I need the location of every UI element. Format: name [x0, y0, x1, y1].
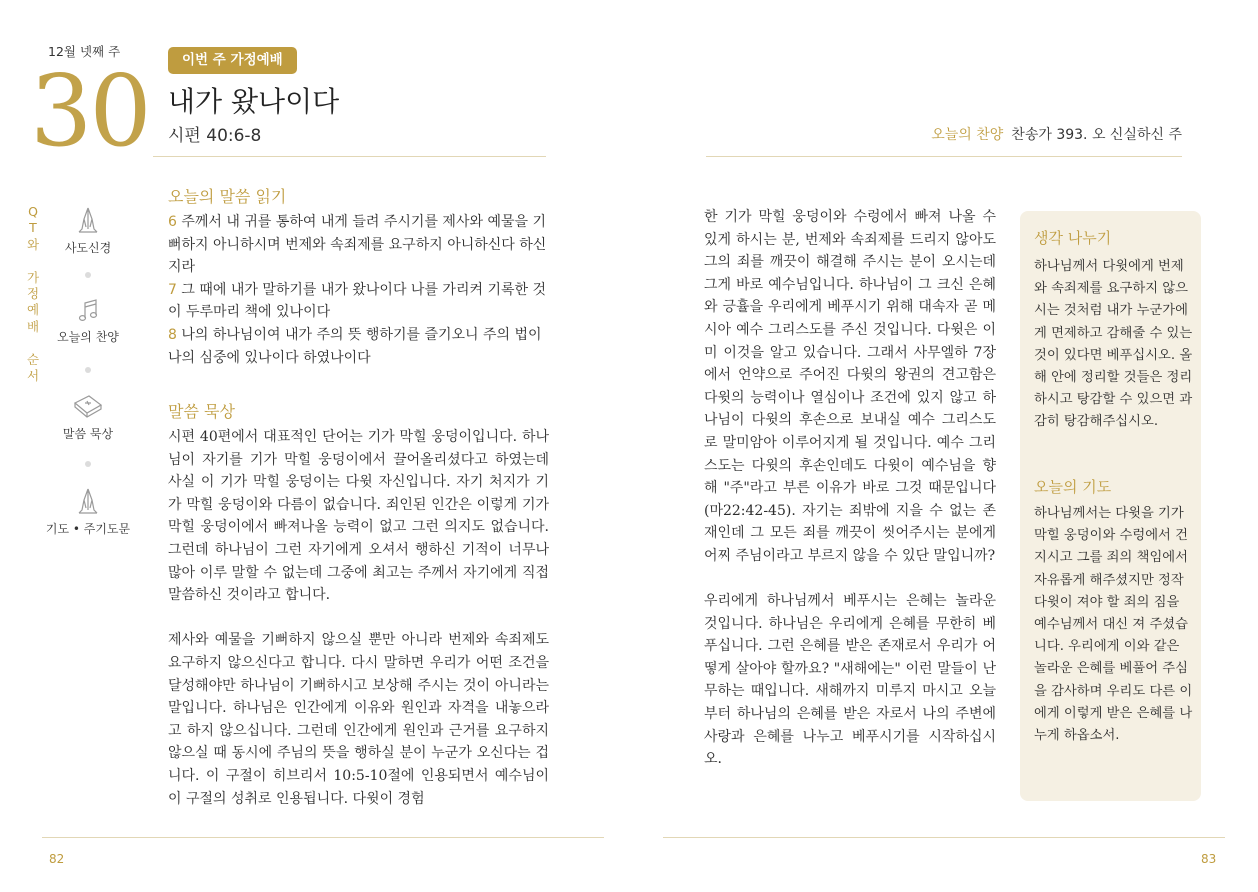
- page-number-left: 82: [49, 852, 65, 866]
- verse-text: 나의 하나님이여 내가 주의 뜻 행하기를 즐기오니 주의 법이 나의 심중에 있나이다 하였나이다: [168, 326, 542, 366]
- verse: [168, 279, 550, 324]
- day-number: 30: [30, 55, 149, 169]
- week-label: 12월 넷째 주: [48, 44, 121, 59]
- meditation-body-continued: [704, 206, 996, 793]
- worship-badge: 이번 주 가정예배: [168, 47, 297, 74]
- verse: [168, 324, 550, 369]
- hymn-value: 찬송가 393. 오 신실하신 주: [1011, 127, 1182, 143]
- verse-text: 그 때에 내가 말하기를 내가 왔나이다 나를 가리켜 기록한 것이 두루마리 책에 있나이다: [168, 281, 546, 321]
- sidebar-item-creed: [40, 205, 136, 256]
- meditation-paragraph: 시편 40편에서 대표적인 단어는 기가 막힐 웅덩이입니다. 하나님이 자기를 기가 막힐 웅덩이에서 끌어올리셨다고 하였는데 사실 이 기가 막힐 웅덩이는 다윗 자신입니다. 자기 처지가 기가 막힐 웅덩이와 다름이 없습니다. 죄인된 인간은 이렇게 기가 막힐 웅덩이에서 빠져나올 능력이 없고 그런 의지도 없습니다. 그런데 하나님이 그런 자기에게 오셔서 행하신 기적이 너무나 많아 이루 말할 수 없는데 그중에 최고는 주께서 자기에게 직접 말씀하신 것이라고 합니다.: [168, 429, 549, 604]
- vertical-char: 순: [26, 351, 40, 367]
- scripture-verses: [168, 211, 550, 369]
- sidebar-item-label: 오늘의 찬양: [57, 330, 119, 344]
- meditation-heading: 말씀 묵상: [168, 402, 235, 421]
- vertical-char: 서: [26, 368, 40, 384]
- share-text: 하나님께서 다윗에게 번제와 속죄제를 요구하지 않으시는 것처럼 내가 누군가에게 면제하고 감해줄 수 있는 것이 있다면 베푸십시오. 올해 안에 정리할 것들은 정리하시고 탕감할 수 있으면 과감히 탕감해주십시오.: [1034, 259, 1193, 430]
- sidebar-dot: [85, 461, 91, 467]
- footer-divider-right: [663, 837, 1225, 838]
- header-divider-right: [706, 156, 1182, 157]
- page-number-right: 83: [1201, 852, 1217, 866]
- verse-text: 주께서 내 귀를 통하여 내게 들려 주시기를 제사와 예물을 기뻐하지 아니하시며 번제와 속죄제를 요구하지 아니하신다 하신지라: [168, 214, 547, 276]
- prayer-text: 하나님께서는 다윗을 기가 막힐 웅덩이와 수렁에서 건지시고 그를 죄의 책임에서 자유롭게 해주셨지만 정작 다윗이 져야 할 죄의 짐을 예수님께서 대신 져 주셨습니다. 우리에게 이와 같은 놀라운 은혜를 베풀어 주심을 감사하며 우리도 다른 이에게 이렇게 받은 은혜를 나누게 하옵소서.: [1034, 506, 1193, 744]
- vertical-char: 배: [26, 318, 40, 334]
- music-note-icon: [75, 298, 101, 324]
- reading-heading: 오늘의 말씀 읽기: [168, 187, 287, 206]
- vertical-gap: [26, 253, 40, 269]
- vertical-char: 예: [26, 302, 40, 318]
- vertical-char: Q: [28, 204, 38, 219]
- vertical-gap: [26, 335, 40, 351]
- scripture-passage: 시편 40:6-8: [168, 126, 262, 146]
- vertical-char: 정: [26, 286, 40, 302]
- todays-hymn: [931, 124, 1182, 144]
- vertical-char: 가: [26, 269, 40, 285]
- bible-icon: [72, 393, 104, 421]
- praying-hands-icon: [73, 205, 103, 235]
- header-divider-left: [153, 156, 546, 157]
- prayer-heading: 오늘의 기도: [1034, 478, 1112, 496]
- verse-number: 7: [168, 281, 177, 298]
- sidebar-item-label: 사도신경: [64, 241, 112, 255]
- sidebar-item-hymn: [40, 298, 136, 345]
- verse-number: 6: [168, 214, 177, 230]
- share-heading: 생각 나누기: [1034, 229, 1112, 247]
- sidebar-dot: [85, 367, 91, 373]
- sidebar-dot: [85, 272, 91, 278]
- sidebar-item-label: 말씀 묵상: [62, 427, 114, 441]
- sidebar-item-label: 기도 • 주기도문: [45, 522, 131, 536]
- sidebar-item-meditation: [40, 393, 136, 442]
- vertical-char: T: [29, 220, 37, 236]
- meditation-paragraph: 한 기가 막힐 웅덩이와 수렁에서 빠져 나올 수 있게 하시는 분, 번제와 속죄제를 드리지 않아도 그의 죄를 깨끗이 해결해 주시는 분이 오시는데 그게 바로 예수님입니다. 하나님이 그 크신 은혜와 긍휼을 우리에게 베푸시기 위해 대속자 곧 메시아 예수 그리스도를 주신 것입니다. 다윗은 이미 이것을 알고 있습니다. 그래서 사무엘하 7장에서 언약으로 주어진 다윗의 왕권의 견고함은 다윗의 능력이나 열심이나 조건에 있지 않고 하나님이 다윗의 후손으로 보내실 예수 그리스도로 말미암아 이루어지게 될 것입니다. 예수 그리스도는 다윗의 후손인데도 다윗이 예수님을 향해 "주"라고 부른 이유가 바로 그것 때문입니다(마22:42-45). 자기는 죄밖에 지을 수 없는 존재인데 그 모든 죄를 깨끗이 씻어주시는 분에게 어찌 주님이라고 부르지 않을 수 있단 말입니까?: [704, 209, 996, 564]
- meditation-paragraph: 우리에게 하나님께서 베푸시는 은혜는 놀라운 것입니다. 하나님은 우리에게 은혜를 무한히 베푸십니다. 그런 은혜를 받은 존재로서 우리가 어떻게 살아야 할까요? "새해에는" 이런 말들이 난무하는 때입니다. 새해까지 미루지 마시고 오늘부터 하나님의 은혜를 받은 자로서 나의 주변에 사랑과 은혜를 나누고 베푸시기를 시작하십시오.: [704, 593, 996, 768]
- reflection-panel: [1020, 211, 1201, 801]
- page-title: 내가 왔나이다: [168, 85, 340, 118]
- meditation-body: [168, 426, 549, 833]
- hymn-label: 오늘의 찬양: [931, 127, 1004, 143]
- sidebar-item-prayer: [40, 486, 136, 537]
- vertical-order-label: [26, 204, 40, 384]
- vertical-char: 와: [26, 236, 40, 252]
- verse: [168, 211, 550, 279]
- verse-number: 8: [168, 326, 177, 343]
- praying-hands-icon: [73, 486, 103, 516]
- meditation-paragraph: 제사와 예물을 기뻐하지 않으실 뿐만 아니라 번제와 속죄제도 요구하지 않으신다고 합니다. 다시 말하면 우리가 어떤 조건을 달성해야만 하나님이 기뻐하시고 보상해 주시는 것이 아니라는 말입니다. 하나님은 인간에게 이유와 원인과 자격을 내놓으라고 하지 않으십니다. 그런데 인간에게 원인과 근거를 요구하지 않으실 때 동시에 주님의 뜻을 행하실 분이 누군가 오신다는 겁니다. 이 구절이 히브리서 10:5-10절에 인용되면서 예수님이 이 구절의 성취로 인용됩니다. 다윗이 경험: [168, 632, 549, 807]
- footer-divider-left: [42, 837, 604, 838]
